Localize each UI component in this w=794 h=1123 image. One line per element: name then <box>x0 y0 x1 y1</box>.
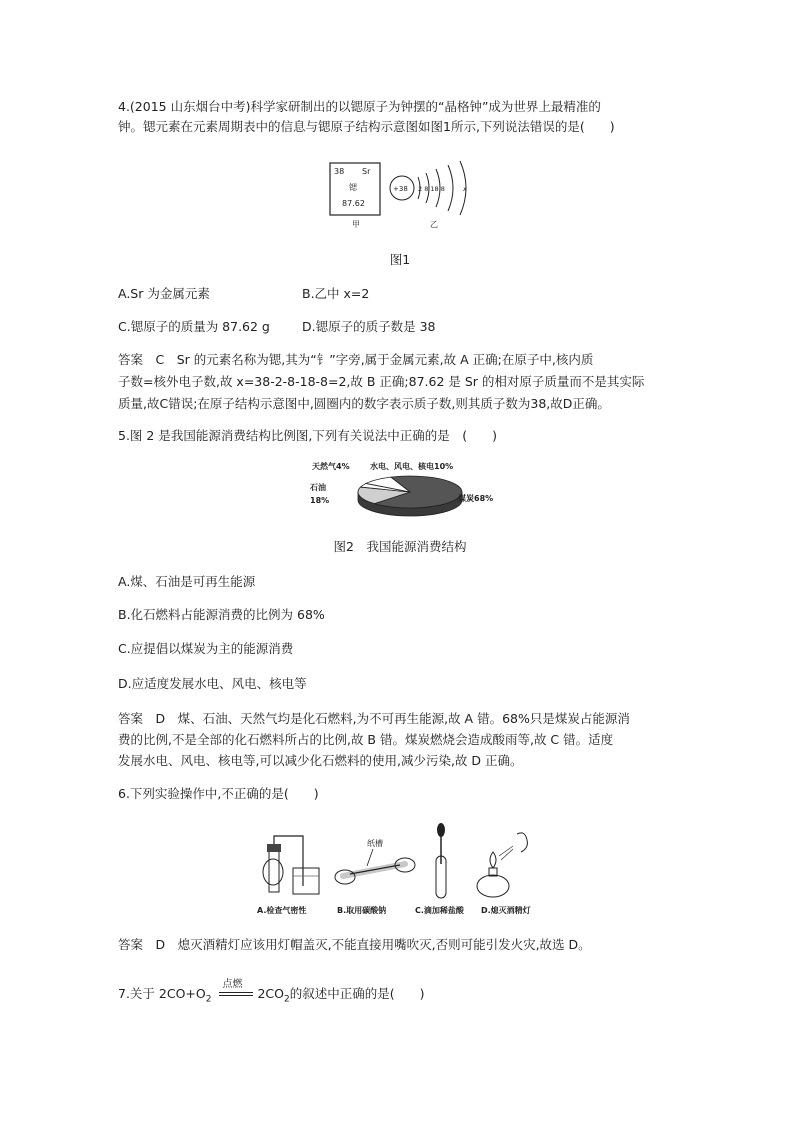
label-jia: 甲 <box>352 220 360 229</box>
test-tube-a <box>269 850 279 892</box>
stopper-a <box>267 844 281 852</box>
paper-slot-pointer <box>367 849 373 866</box>
q7-stem <box>118 979 425 1009</box>
q4-answer-line1: 答案 C Sr 的元素名称为锶,其为“钅”字旁,属于金属元素,故 A 正确;在原子中,核内质 <box>118 352 594 367</box>
lamp-body-d <box>477 875 509 897</box>
q4-answer-line3: 质量,故C错误;在原子结构示意图中,圆圈内的数字表示质子数,则其质子数为38,故D正确。 <box>118 396 610 411</box>
q5-stem: 5.图 2 是我国能源消费结构比例图,下列有关说法中正确的是 ( ) <box>118 428 498 443</box>
q6-figure <box>255 820 545 920</box>
pie-label-coal: 煤炭68% <box>458 494 494 503</box>
q5-option-c: C.应提倡以煤炭为主的能源消费 <box>118 641 294 656</box>
q4-answer-line2: 子数=核外电子数,故 x=38-2-8-18-8=2,故 B 正确;87.62 是 Sr 的相对原子质量而不是其实际 <box>118 374 645 389</box>
q7-product: 2CO <box>257 986 284 1001</box>
face-d <box>517 833 527 852</box>
q4-figure-caption: 图1 <box>389 252 411 267</box>
q6-answer: 答案 D 熄灭酒精灯应该用灯帽盖灭,不能直接用嘴吹灭,否则可能引发火灾,故选 D。 <box>118 937 591 952</box>
hand-a <box>263 859 283 885</box>
element-mass: 87.62 <box>342 199 365 208</box>
q7-condition-label: 点燃 <box>222 979 243 990</box>
q5-answer-line1: 答案 D 煤、石油、天然气均是化石燃料,为不可再生能源,故 A 错。68%只是煤炭占能源消 <box>118 711 630 726</box>
apparatus-c <box>436 823 446 898</box>
q4-option-b: B.乙中 x=2 <box>302 286 370 301</box>
flame-d <box>490 852 496 868</box>
label-yi: 乙 <box>430 220 438 229</box>
apparatus-b <box>335 838 415 884</box>
q5-option-d: D.应适度发展水电、风电、核电等 <box>118 676 307 691</box>
paper-slot-label: 纸槽 <box>367 839 383 848</box>
beaker-a <box>293 868 319 894</box>
q7-equals-line-1 <box>219 992 253 993</box>
shell-x: x <box>463 185 467 193</box>
pie-label-oil-1: 石油 <box>310 483 326 492</box>
q4-stem-line2: 钟。锶元素在元素周期表中的信息与锶原子结构示意图如图1所示,下列说法错误的是( ) <box>118 119 615 134</box>
caption-c: C.滴加稀盐酸 <box>415 906 464 915</box>
element-symbol: Sr <box>362 167 371 176</box>
q5-answer-line2: 费的比例,不是全部的化石燃料所占的比例,故 B 错。煤炭燃烧会造成酸雨等,故 C 错。适度 <box>118 732 614 747</box>
apparatus-d <box>477 833 527 897</box>
caption-a: A.检查气密性 <box>257 906 307 915</box>
pie-label-gas: 天然气4% <box>312 462 350 471</box>
q4-option-c: C.锶原子的质量为 87.62 g <box>118 319 270 334</box>
dropper-bulb-c <box>437 823 445 837</box>
q4-stem-line1: 4.(2015 山东烟台中考)科学家研制出的以锶原子为钟摆的“晶格钟”成为世界上最精准的 <box>118 99 601 114</box>
q4-figure <box>320 155 480 230</box>
q5-answer-line3: 发展水电、风电、核电等,可以减少化石燃料的使用,减少污染,故 D 正确。 <box>118 753 523 768</box>
pie-label-hydro: 水电、风电、核电10% <box>370 462 454 471</box>
shell-electrons: 2 8 18 8 <box>418 185 445 193</box>
element-number: 38 <box>334 167 345 176</box>
element-name: 锶 <box>349 183 357 192</box>
q7-sub-o2: 2 <box>205 994 212 1005</box>
q5-option-b: B.化石燃料占能源消费的比例为 68% <box>118 607 325 622</box>
caption-d: D.熄灭酒精灯 <box>481 906 531 915</box>
q6-stem: 6.下列实验操作中,不正确的是( ) <box>118 786 319 801</box>
pie-label-oil-2: 18% <box>310 496 330 505</box>
q7-prefix: 7.关于 2CO+O <box>118 986 206 1001</box>
q4-option-d: D.锶原子的质子数是 38 <box>302 319 436 334</box>
q5-option-a: A.煤、石油是可再生能源 <box>118 574 256 589</box>
nucleus-charge: +38 <box>393 185 408 193</box>
apparatus-a <box>263 836 319 894</box>
q5-figure-caption: 图2 我国能源消费结构 <box>333 539 467 554</box>
q7-suffix: 的叙述中正确的是( ) <box>289 986 425 1001</box>
pie-top <box>358 476 462 508</box>
q7-equals-line-2 <box>219 995 253 996</box>
q7-condition-arrow <box>219 979 253 1003</box>
energy-pie-chart <box>310 458 510 528</box>
q7-sub-co2: 2 <box>283 994 290 1005</box>
q4-option-a: A.Sr 为金属元素 <box>118 286 210 301</box>
shell-arc-4 <box>448 165 453 211</box>
caption-b: B.取用碳酸钠 <box>337 906 387 915</box>
